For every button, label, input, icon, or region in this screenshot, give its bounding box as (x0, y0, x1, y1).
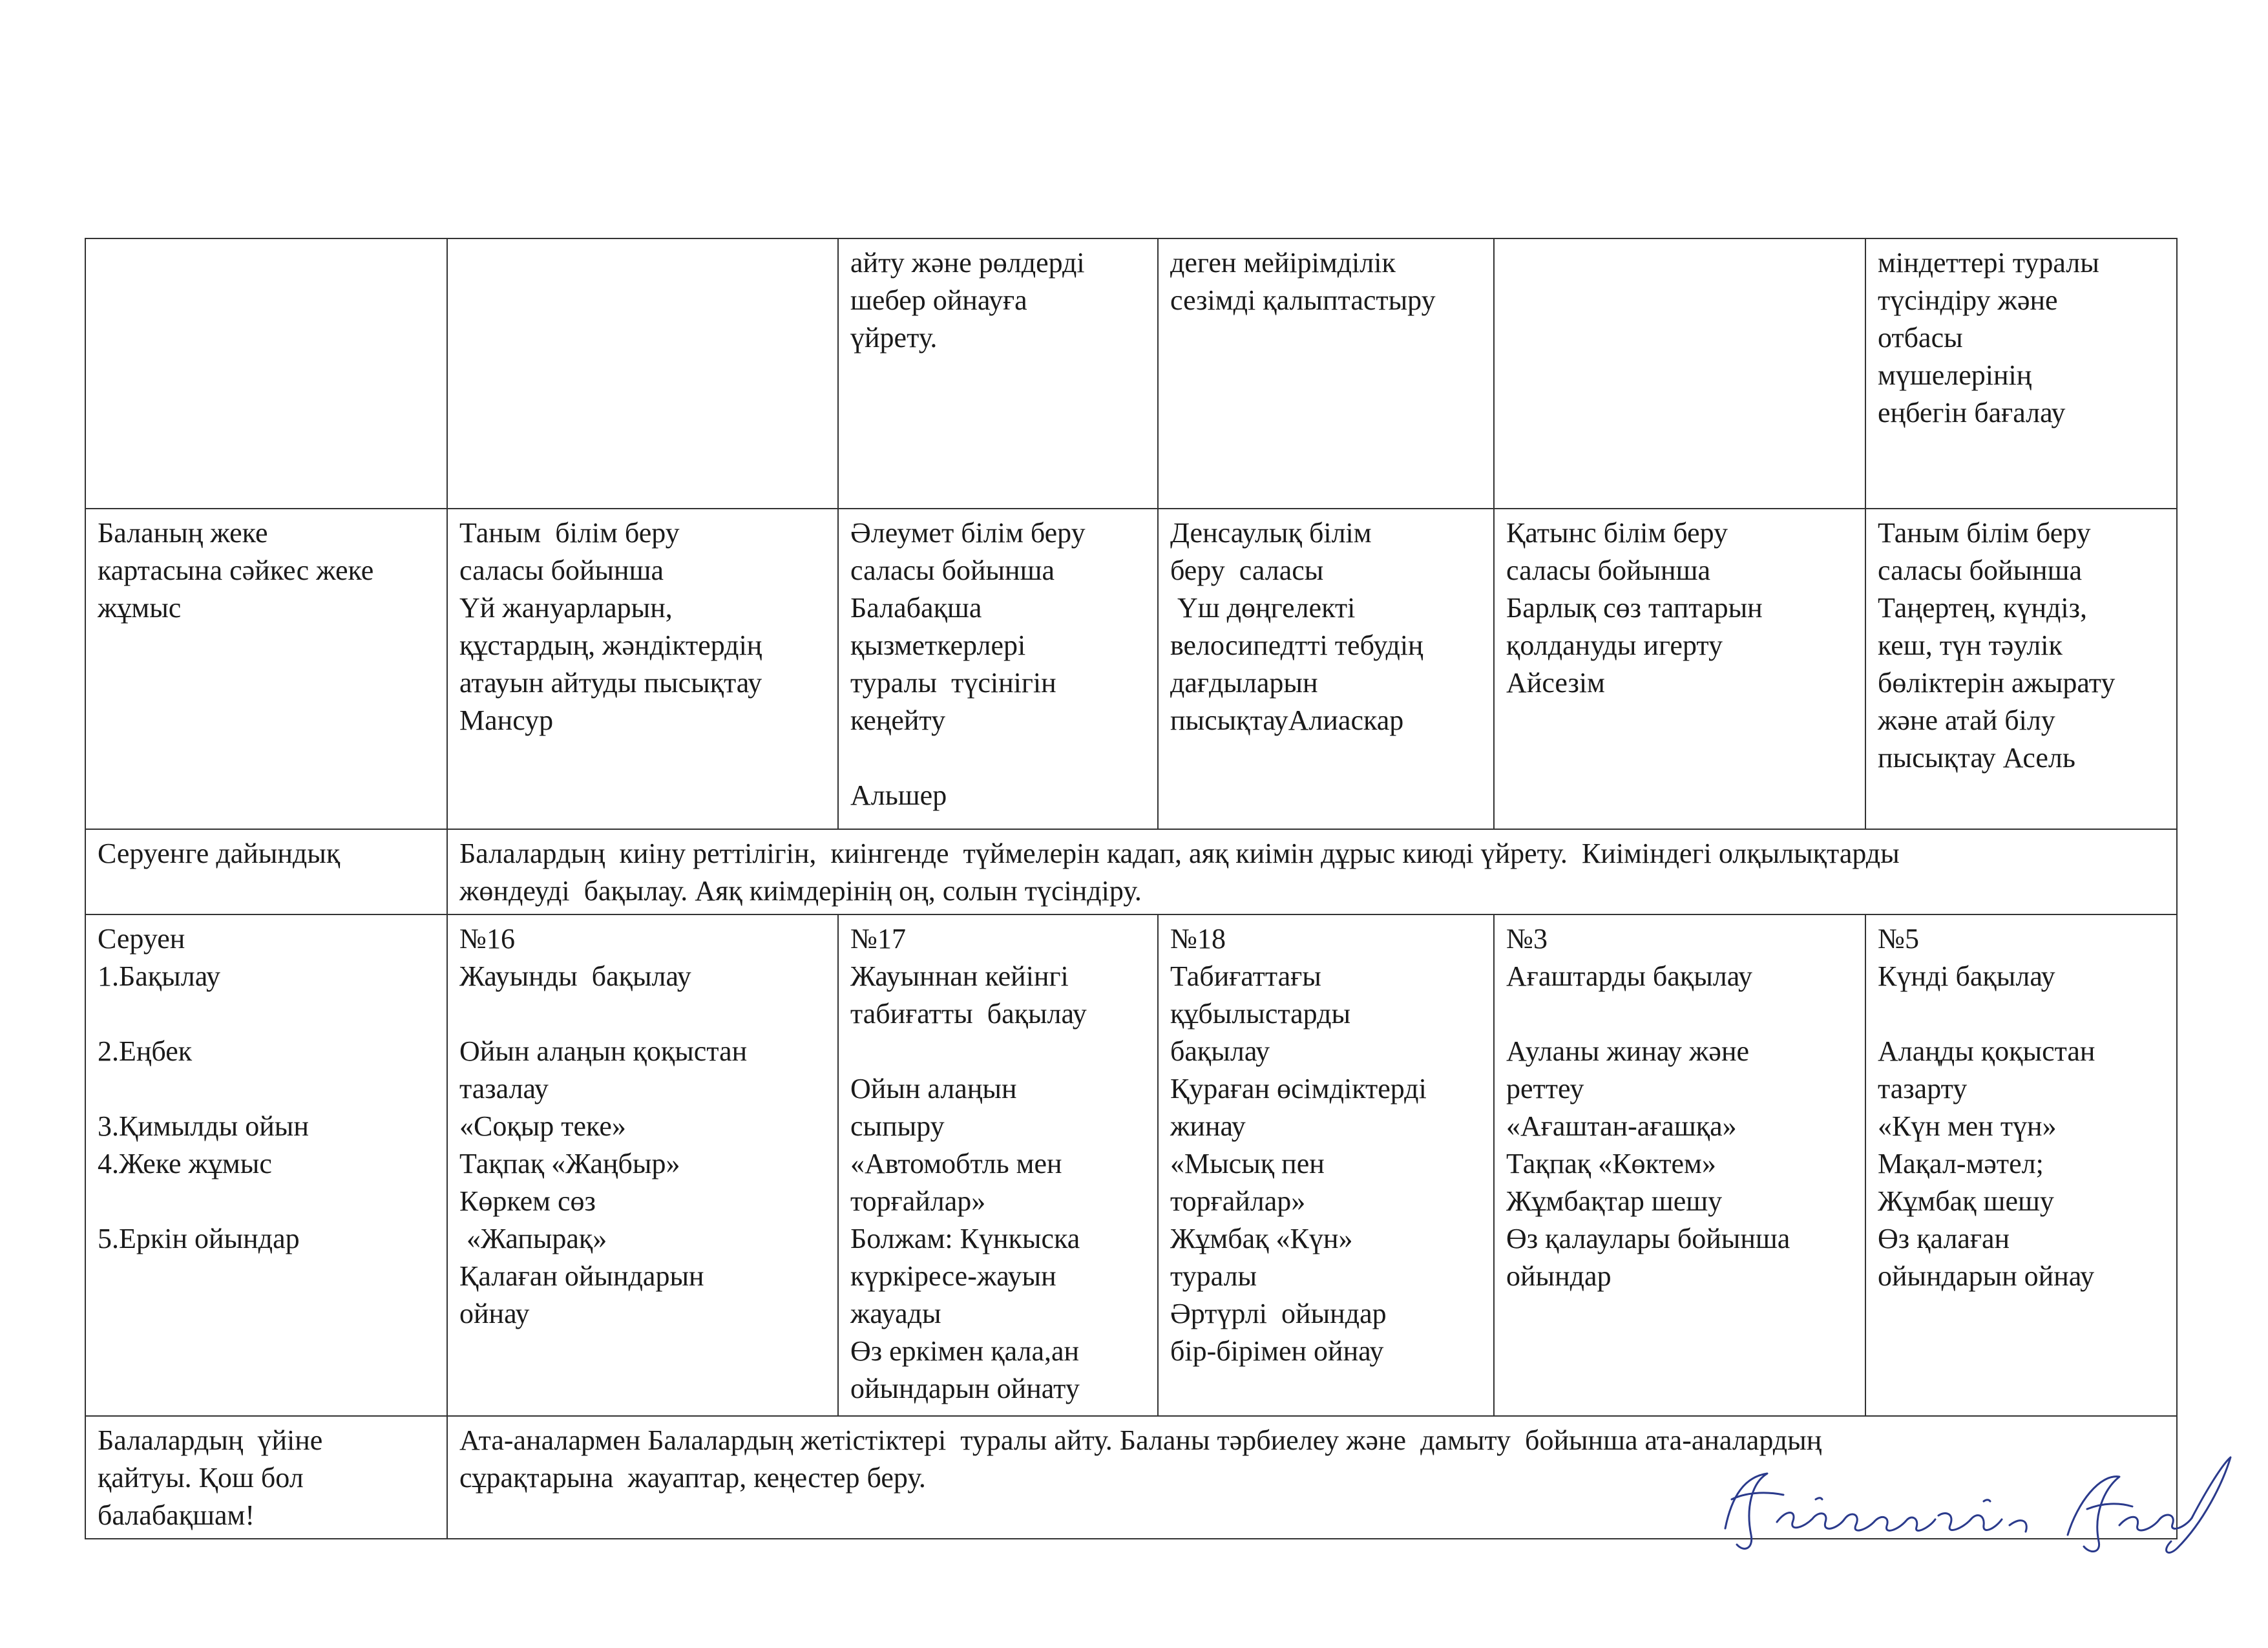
cell-line: Алаңды қоқыстан (1878, 1035, 2095, 1067)
cell-line: №18 (1170, 923, 1226, 955)
cell-line: жинау (1170, 1110, 1246, 1142)
walk-cell-3 (838, 914, 1158, 1416)
cell-line: ойындарын ойнау (1878, 1260, 2095, 1292)
cell-line: кеш, түн тәулік (1878, 629, 2063, 661)
cell-line: саласы бойынша (1506, 555, 1711, 586)
cell-line: құстардың, жәндіктердің (459, 629, 762, 661)
cell-line: сезімді қалыптастыру (1170, 284, 1436, 316)
cell-line: балабақшам! (98, 1499, 255, 1531)
cell-line: беру саласы (1170, 555, 1324, 586)
cell-line: қызметкерлері (850, 629, 1026, 661)
cell-line: Әртүрлі ойындар (1170, 1298, 1387, 1329)
cell-line: кеңейту (850, 704, 946, 736)
cell-line: 1.Бақылау (98, 960, 220, 992)
cell-line: Балалардың киіну реттілігін, киінгенде түймелерін кадап, аяқ киімін дұрыс киюді үйрету. Киіміндегі олқылықтарды (459, 838, 1900, 869)
cell-line: және атай білу (1878, 704, 2055, 736)
cell-line: мүшелерінің (1878, 359, 2032, 391)
cell-line: отбасы (1878, 322, 1963, 354)
cell-line (1878, 995, 2167, 1033)
cell-line: 5.Еркін ойындар (98, 1223, 300, 1254)
cell-line: картасына сәйкес жеке (98, 555, 374, 586)
cell-line (98, 1070, 437, 1108)
walk-cell-5 (1494, 914, 1865, 1416)
cell-line: туралы (1170, 1260, 1257, 1292)
walk-row (85, 914, 2177, 1416)
cell-line: Өз қалаулары бойынша (1506, 1223, 1790, 1254)
cell-line: күркіресе-жауын (850, 1260, 1056, 1292)
cell-line: түсіндіру және (1878, 284, 2058, 316)
cell-line: еңбегін бағалау (1878, 397, 2066, 428)
walk-label (85, 914, 447, 1416)
continuation-cell-3 (838, 238, 1158, 509)
cell-line: Альшер (850, 779, 947, 811)
individual-work-cell-5 (1494, 509, 1865, 829)
cell-line: №3 (1506, 923, 1548, 955)
cell-line: Таным білім беру (459, 517, 680, 549)
walk-prep-label: Серуенге дайындық (85, 829, 447, 914)
cell-line: тазарту (1878, 1073, 1968, 1104)
cell-line: «Ағаштан-ағашқа» (1506, 1110, 1737, 1142)
cell-line: бір-бірімен ойнау (1170, 1335, 1384, 1367)
cell-line: қайтуы. Қош бол (98, 1462, 304, 1494)
cell-line: үйрету. (850, 322, 938, 354)
walk-prep-text (447, 829, 2177, 914)
walk-cell-6 (1865, 914, 2177, 1416)
cell-line: «Күн мен түн» (1878, 1110, 2057, 1142)
cell-line: Ағаштарды бақылау (1506, 960, 1753, 992)
cell-line: ойындарын ойнату (850, 1373, 1080, 1404)
individual-work-cell-3 (838, 509, 1158, 829)
cell-line: пысықтауАлиаскар (1170, 704, 1404, 736)
cell-line: пысықтау Асель (1878, 742, 2075, 774)
walk-prep-row (85, 829, 2177, 914)
walk-cell-4 (1158, 914, 1494, 1416)
cell-line: Баланың жеке (98, 517, 268, 549)
cell-line: Серуен (98, 923, 185, 955)
continuation-cell-4 (1158, 238, 1494, 509)
cell-line: 3.Қимылды ойын (98, 1110, 309, 1142)
daily-plan-table (85, 238, 2178, 1539)
cell-line (1506, 995, 1856, 1033)
cell-line: Көркем сөз (459, 1185, 596, 1217)
cell-line: Қалаған ойындарын (459, 1260, 704, 1292)
cell-line: Ата-аналармен Балалардың жетістіктері туралы айту. Баланы тәрбиелеу және дамыту бойынша ата-аналардың (459, 1424, 1822, 1456)
cell-line: жұмыс (98, 592, 182, 624)
continuation-cell-6 (1865, 238, 2177, 509)
cell-line: Жауынды бақылау (459, 960, 691, 992)
cell-line: Мақал-мәтел; (1878, 1148, 2044, 1179)
cell-line: қолдануды игерту (1506, 629, 1723, 661)
cell-line: атауын айтуды пысықтау (459, 667, 762, 699)
cell-line: 2.Еңбек (98, 1035, 193, 1067)
cell-line: Айсезім (1506, 667, 1605, 699)
cell-line: Таңертең, күндіз, (1878, 592, 2088, 624)
cell-line: Жұмбақтар шешу (1506, 1185, 1723, 1217)
cell-line: Үш дөңгелекті (1170, 592, 1356, 624)
individual-work-label (85, 509, 447, 829)
cell-line (850, 739, 1148, 777)
cell-line: Табиғаттағы (1170, 960, 1321, 992)
cell-line: саласы бойынша (850, 555, 1055, 586)
cell-line: дағдыларын (1170, 667, 1318, 699)
cell-line: Тақпақ «Көктем» (1506, 1148, 1716, 1179)
cell-line (850, 1033, 1148, 1070)
cell-line: сұрақтарына жауаптар, кеңестер беру. (459, 1462, 926, 1494)
continuation-cell-1 (85, 238, 447, 509)
cell-line: велосипедтті тебудің (1170, 629, 1423, 661)
cell-line: Ауланы жинау және (1506, 1035, 1750, 1067)
cell-line: Барлық сөз таптарын (1506, 592, 1763, 624)
cell-line: ойнау (459, 1298, 530, 1329)
continuation-cell-5 (1494, 238, 1865, 509)
cell-line: №16 (459, 923, 515, 955)
cell-line: бөліктерін ажырату (1878, 667, 2116, 699)
cell-line: жауады (850, 1298, 941, 1329)
cell-line: айту және рөлдерді (850, 247, 1085, 279)
continuation-row (85, 238, 2177, 509)
cell-line: №5 (1878, 923, 1919, 955)
signature (1706, 1438, 2236, 1567)
cell-line: Өз еркімен қала,ан (850, 1335, 1080, 1367)
cell-line: Тақпақ «Жаңбыр» (459, 1148, 680, 1179)
cell-line: саласы бойынша (459, 555, 664, 586)
cell-line: Болжам: Күнкыска (850, 1223, 1080, 1254)
cell-line: торғайлар» (1170, 1185, 1306, 1217)
cell-line: туралы түсінігін (850, 667, 1056, 699)
cell-line: Денсаулық білім (1170, 517, 1372, 549)
cell-line: бақылау (1170, 1035, 1270, 1067)
individual-work-cell-6 (1865, 509, 2177, 829)
cell-line: «Жапырақ» (459, 1223, 607, 1254)
cell-line: Таным білім беру (1878, 517, 2091, 549)
individual-work-cell-4 (1158, 509, 1494, 829)
cell-line: Мансур (459, 704, 554, 736)
cell-line: Өз қалаған (1878, 1223, 2010, 1254)
continuation-cell-2 (447, 238, 838, 509)
cell-line: Қураған өсімдіктерді (1170, 1073, 1427, 1104)
cell-line: Күнді бақылау (1878, 960, 2055, 992)
cell-line: «Автомобтль мен (850, 1148, 1062, 1179)
cell-line: Ойын алаңын қоқыстан (459, 1035, 748, 1067)
cell-line: торғайлар» (850, 1185, 986, 1217)
cell-line: саласы бойынша (1878, 555, 2083, 586)
cell-line: «Мысық пен (1170, 1148, 1325, 1179)
cell-line: Қатынс білім беру (1506, 517, 1728, 549)
cell-line: Жұмбақ шешу (1878, 1185, 2054, 1217)
cell-line: Жауыннан кейінгі (850, 960, 1069, 992)
cell-line: ойындар (1506, 1260, 1612, 1292)
cell-line: Жұмбақ «Күн» (1170, 1223, 1353, 1254)
cell-line: құбылыстарды (1170, 998, 1351, 1030)
cell-line: реттеу (1506, 1073, 1584, 1104)
cell-line: сыпыру (850, 1110, 945, 1142)
cell-line: міндеттері туралы (1878, 247, 2099, 279)
cell-line: шебер ойнауға (850, 284, 1027, 316)
cell-line: «Соқыр теке» (459, 1110, 626, 1142)
cell-line: жөндеуді бақылау. Аяқ киімдерінің оң, солын түсіндіру. (459, 875, 1142, 907)
cell-line: Балалардың үйіне (98, 1424, 323, 1456)
cell-line: деген мейірімділік (1170, 247, 1396, 279)
individual-work-row (85, 509, 2177, 829)
cell-line: табиғатты бақылау (850, 998, 1087, 1030)
cell-line: тазалау (459, 1073, 549, 1104)
walk-cell-2 (447, 914, 838, 1416)
cell-line: Үй жануарларын, (459, 592, 673, 624)
cell-line (459, 995, 828, 1033)
cell-line: №17 (850, 923, 906, 955)
cell-line: Әлеумет білім беру (850, 517, 1086, 549)
cell-line: Ойын алаңын (850, 1073, 1017, 1104)
cell-line: Балабақша (850, 592, 982, 624)
going-home-label (85, 1416, 447, 1539)
cell-line: 4.Жеке жұмыс (98, 1148, 272, 1179)
cell-line (98, 995, 437, 1033)
individual-work-cell-2 (447, 509, 838, 829)
cell-line (98, 1183, 437, 1220)
